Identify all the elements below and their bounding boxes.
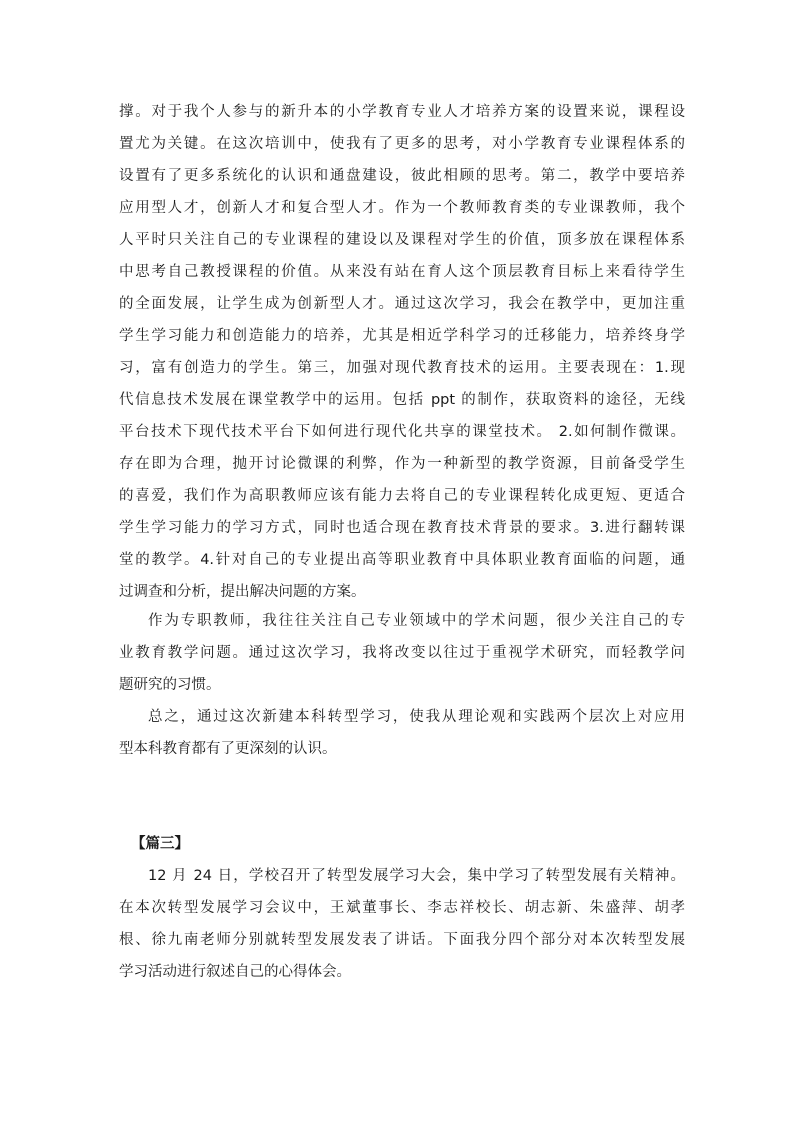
text-line: 设置有了更多系统化的认识和通盘建设，彼此相顾的思考。第二，教学中要培养	[119, 168, 685, 184]
text-line: 作为专职教师，我往往关注自己专业领域中的学术问题，很少关注自己的专	[148, 613, 685, 629]
text-line: 业教育教学问题。通过这次学习，我将改变以往过于重视学术研究，而轻教学问	[119, 645, 685, 661]
text-line: 的全面发展，让学生成为创新型人才。通过这次学习，我会在教学中，更加注重	[119, 296, 685, 312]
section-heading	[119, 828, 685, 860]
text-line: 代信息技术发展在课堂教学中的运用。包括 ppt 的制作，获取资料的途径，无线	[119, 392, 685, 408]
text-line: 存在即为合理，抛开讨论微课的利弊，作为一种新型的教学资源，目前备受学生	[119, 456, 685, 472]
text-line: 撑。对于我个人参与的新升本的小学教育专业人才培养方案的设置来说，课程设	[119, 104, 685, 120]
paragraph-2	[119, 605, 685, 701]
text-line: 总之，通过这次新建本科转型学习，使我从理论观和实践两个层次上对应用	[148, 709, 685, 725]
text-line: 学习活动进行叙述自己的心得体会。	[119, 964, 351, 980]
text-line: 12 月 24 日，学校召开了转型发展学习大会，集中学习了转型发展有关精神。	[148, 868, 685, 884]
text-line: 平台技术下现代技术平台下如何进行现代化共享的课堂技术。 2.如何制作微课。	[119, 424, 685, 440]
text-line: 人平时只关注自己的专业课程的建设以及课程对学生的价值，顶多放在课程体系	[119, 232, 685, 248]
section-title: 【篇三】	[131, 836, 189, 852]
text-line: 在本次转型发展学习会议中，王斌董事长、李志祥校长、胡志新、朱盛萍、胡孝	[119, 900, 685, 916]
text-line: 堂的教学。4.针对自己的专业提出高等职业教育中具体职业教育面临的问题，通	[119, 552, 685, 568]
text-line: 学生学习能力的学习方式，同时也适合现在教育技术背景的要求。3.进行翻转课	[119, 520, 685, 536]
text-line: 置尤为关键。在这次培训中，使我有了更多的思考，对小学教育专业课程体系的	[119, 136, 685, 152]
paragraph-1	[119, 96, 685, 608]
text-line: 题研究的习惯。	[119, 677, 221, 693]
text-line: 应用型人才，创新人才和复合型人才。作为一个教师教育类的专业课教师，我个	[119, 200, 685, 216]
paragraph-3	[119, 701, 685, 765]
paragraph-4	[119, 860, 685, 988]
text-line: 学生学习能力和创造能力的培养，尤其是相近学科学习的迁移能力，培养终身学	[119, 328, 685, 344]
text-line: 根、徐九南老师分别就转型发展发表了讲话。下面我分四个部分对本次转型发展	[119, 932, 685, 948]
text-line: 过调查和分析，提出解决问题的方案。	[119, 584, 366, 600]
text-line: 的喜爱，我们作为高职教师应该有能力去将自己的专业课程转化成更短、更适合	[119, 488, 685, 504]
text-line: 型本科教育都有了更深刻的认识。	[119, 741, 337, 757]
text-line: 中思考自己教授课程的价值。从来没有站在育人这个顶层教育目标上来看待学生	[119, 264, 685, 280]
text-line: 习，富有创造力的学生。第三，加强对现代教育技术的运用。主要表现在：1.现	[119, 360, 685, 376]
